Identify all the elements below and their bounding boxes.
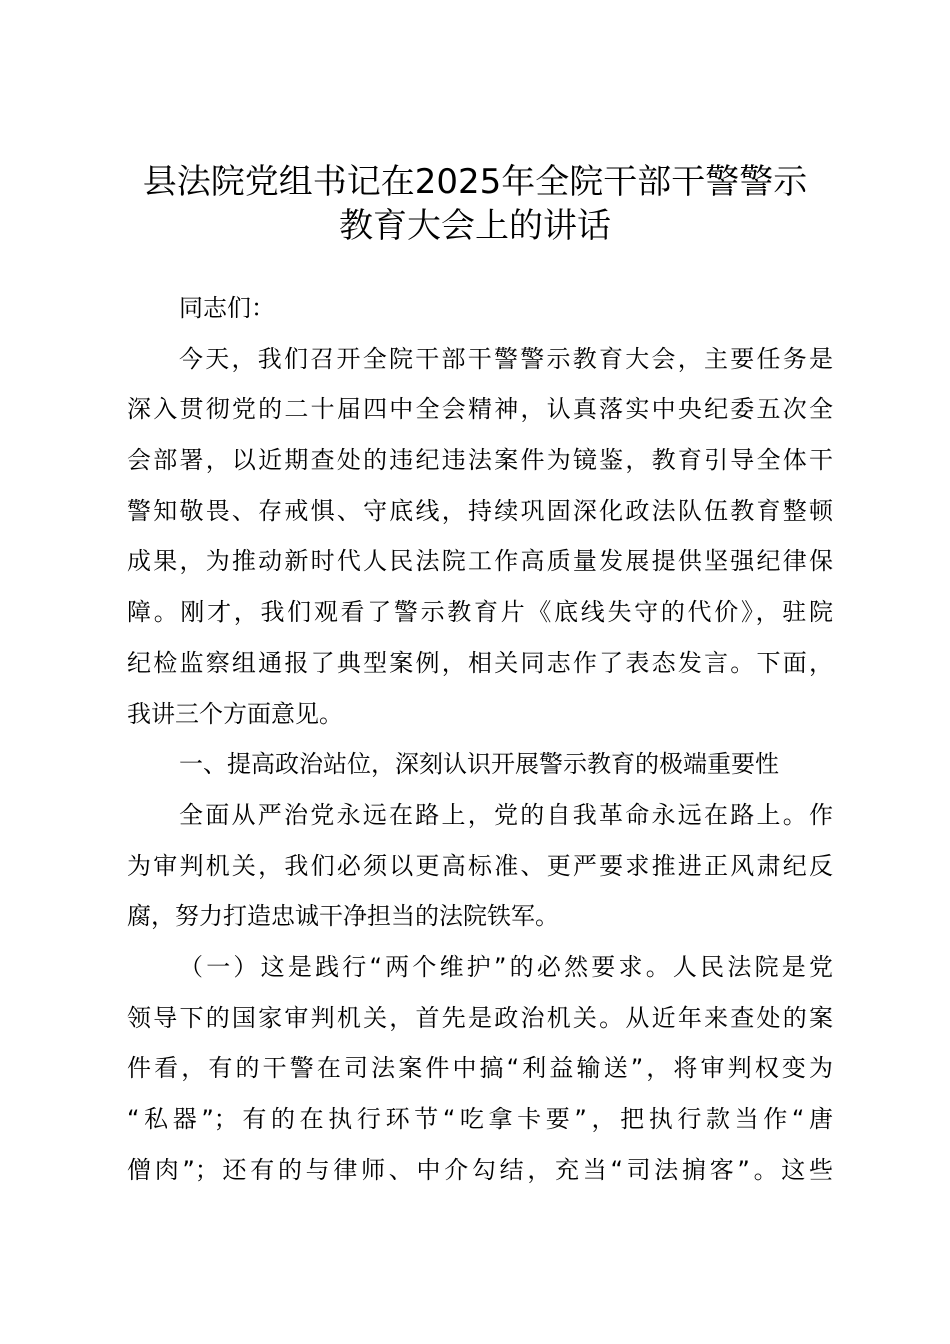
title-line-2: 教育大会上的讲话 <box>339 206 611 246</box>
body-line: “私器”；有的在执行环节“吃拿卡要”，把执行款当作“唐 <box>127 1105 833 1133</box>
title-line-1: 县法院党组书记在2025年全院干部干警警示 <box>142 162 808 202</box>
body-line: 会部署，以近期查处的违纪违法案件为镜鉴，教育引导全体干 <box>127 446 833 475</box>
document-body <box>127 283 833 1195</box>
body-line: 成果，为推动新时代人民法院工作高质量发展提供坚强纪律保 <box>127 547 833 576</box>
body-line: 为审判机关，我们必须以更高标准、更严要求推进正风肃纪反 <box>127 851 833 880</box>
body-line: （一）这是践行“两个维护”的必然要求。人民法院是党 <box>179 952 833 981</box>
body-line: 纪检监察组通报了典型案例，相关同志作了表态发言。下面， <box>127 648 833 677</box>
section-heading: 一、提高政治站位，深刻认识开展警示教育的极端重要性 <box>179 750 779 779</box>
body-line: 深入贯彻党的二十届四中全会精神，认真落实中央纪委五次全 <box>127 395 833 424</box>
body-line: 领导下的国家审判机关，首先是政治机关。从近年来查处的案 <box>127 1003 833 1032</box>
body-line: 警知敬畏、存戒惧、守底线，持续巩固深化政法队伍教育整顿 <box>127 496 833 525</box>
body-line: 障。刚才，我们观看了警示教育片《底线失守的代价》，驻院 <box>127 598 833 627</box>
document-title <box>0 160 950 248</box>
body-line: 僧肉”；还有的与律师、中介勾结，充当“司法掮客”。这些 <box>127 1155 833 1184</box>
salutation: 同志们： <box>179 294 275 322</box>
body-line: 我讲三个方面意见。 <box>127 699 343 728</box>
body-line: 腐，努力打造忠诚干净担当的法院铁军。 <box>127 902 559 931</box>
body-line: 件看，有的干警在司法案件中搞“利益输送”，将审判权变为 <box>127 1054 833 1083</box>
body-line: 全面从严治党永远在路上，党的自我革命永远在路上。作 <box>179 800 833 829</box>
body-line: 今天，我们召开全院干部干警警示教育大会，主要任务是 <box>179 344 833 373</box>
